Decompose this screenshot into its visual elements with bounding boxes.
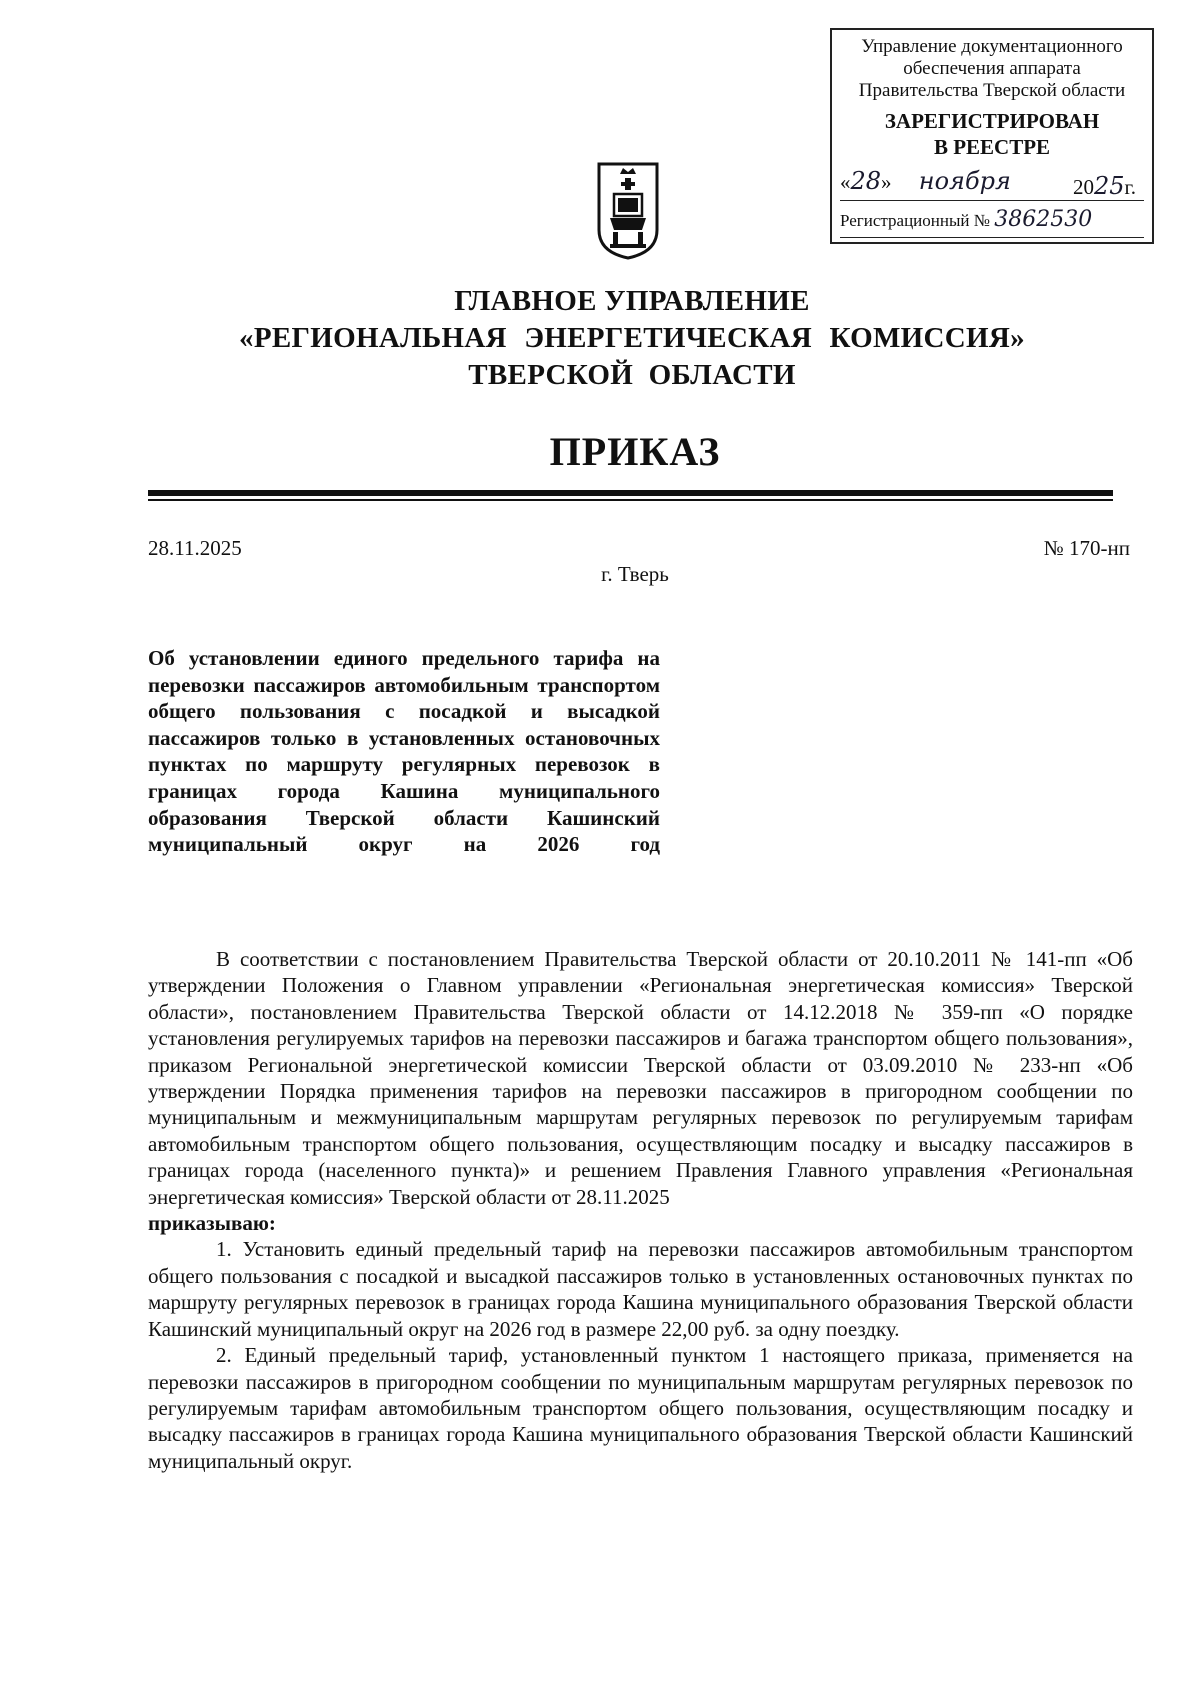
preamble-paragraph: В соответствии с постановлением Правительства Тверской области от 20.10.2011 № 141-пп «Об утверждении Положения о Главном управлении «Региональная энергетическая комиссия» Тверской области», постановлением Правительства Тверской области от 14.12.2018 № 359-пп «О порядке установления регулируемых тарифов на перевозки пассажиров и багажа транспортом общего пользования», приказом Региональной энергетической комиссии Тверской области от 03.09.2010 № 233-нп «Об утверждении Порядка применения тарифов на перевозки пассажиров в пригородном сообщении по муниципальным и межмуниципальным маршрутам регулярных перевозок по регулируемым тарифам автомобильным транспортом общего пользования, осуществляющим посадку и высадку пассажиров в границах города (населенного пункта)» и решением Правления Главного управления «Региональная энергетическая комиссия» Тверской области от 28.11.2025 — [148, 947, 1133, 1209]
document-body — [148, 946, 1133, 1474]
org-line-3: ТВЕРСКОЙ ОБЛАСТИ — [468, 359, 796, 391]
document-city: г. Тверь — [601, 562, 669, 586]
coat-of-arms-icon — [596, 160, 660, 260]
stamp-line-1: Управление документационного — [861, 36, 1123, 57]
header-rule-thick — [148, 490, 1113, 496]
stamp-day: 28 — [850, 167, 882, 195]
organization-name — [0, 283, 1200, 394]
stamp-year-suffix: 25 — [1093, 172, 1125, 200]
stamp-line-3: Правительства Тверской области — [858, 80, 1126, 101]
stamp-in-registry: В РЕЕСТРЕ — [933, 135, 1051, 159]
document-subject: Об установлении единого предельного тарифа на перевозки пассажиров автомобильным транспортом общего пользования с посадкой и высадкой пассажиров только в установленных остановочных пунктах по маршруту регулярных перевозок в границах города Кашина муниципального образования Тверской области Кашинский муниципальный округ на 2026 год — [148, 646, 660, 857]
document-number: № 170-нп — [1043, 536, 1130, 560]
document-type-title: ПРИКАЗ — [549, 429, 721, 474]
item-1-paragraph: 1. Установить единый предельный тариф на перевозки пассажиров автомобильным транспортом общего пользования с посадкой и высадкой пассажиров только в установленных остановочных пунктах по маршруту регулярных перевозок в границах города Кашина муниципального образования Тверской области Кашинский муниципальный округ на 2026 год в размере 22,00 руб. за одну поездку. — [148, 1237, 1133, 1341]
stamp-reg-label: Регистрационный № — [840, 211, 990, 230]
stamp-registered: ЗАРЕГИСТРИРОВАН — [884, 109, 1100, 133]
stamp-reg-number: 3862530 — [994, 207, 1093, 232]
item-2-paragraph: 2. Единый предельный тариф, установленный пунктом 1 настоящего приказа, применяется на перевозки пассажиров в пригородном сообщении по муниципальным маршрутам регулярных перевозок по регулируемым тарифам автомобильным транспортом общего пользования, осуществляющим посадку и высадку пассажиров в границах города Кашина муниципального образования Тверской области Кашинский муниципальный округ. — [148, 1343, 1133, 1473]
stamp-month: ноября — [918, 167, 1011, 195]
stamp-year-unit: г. — [1124, 175, 1136, 199]
stamp-line-2: обеспечения аппарата — [903, 58, 1081, 79]
org-line-1: ГЛАВНОЕ УПРАВЛЕНИЕ — [454, 285, 810, 317]
stamp-number-line — [840, 209, 1144, 238]
registration-stamp — [830, 28, 1154, 244]
document-date: 28.11.2025 — [148, 536, 242, 560]
stamp-year-prefix: 20 — [1072, 175, 1094, 199]
order-word: приказываю: — [148, 1211, 276, 1236]
org-line-2: «РЕГИОНАЛЬНАЯ ЭНЕРГЕТИЧЕСКАЯ КОМИССИЯ» — [239, 322, 1025, 354]
header-rule-thin — [148, 499, 1113, 501]
stamp-date-line: «28» ноября 2025г. — [840, 170, 1144, 201]
